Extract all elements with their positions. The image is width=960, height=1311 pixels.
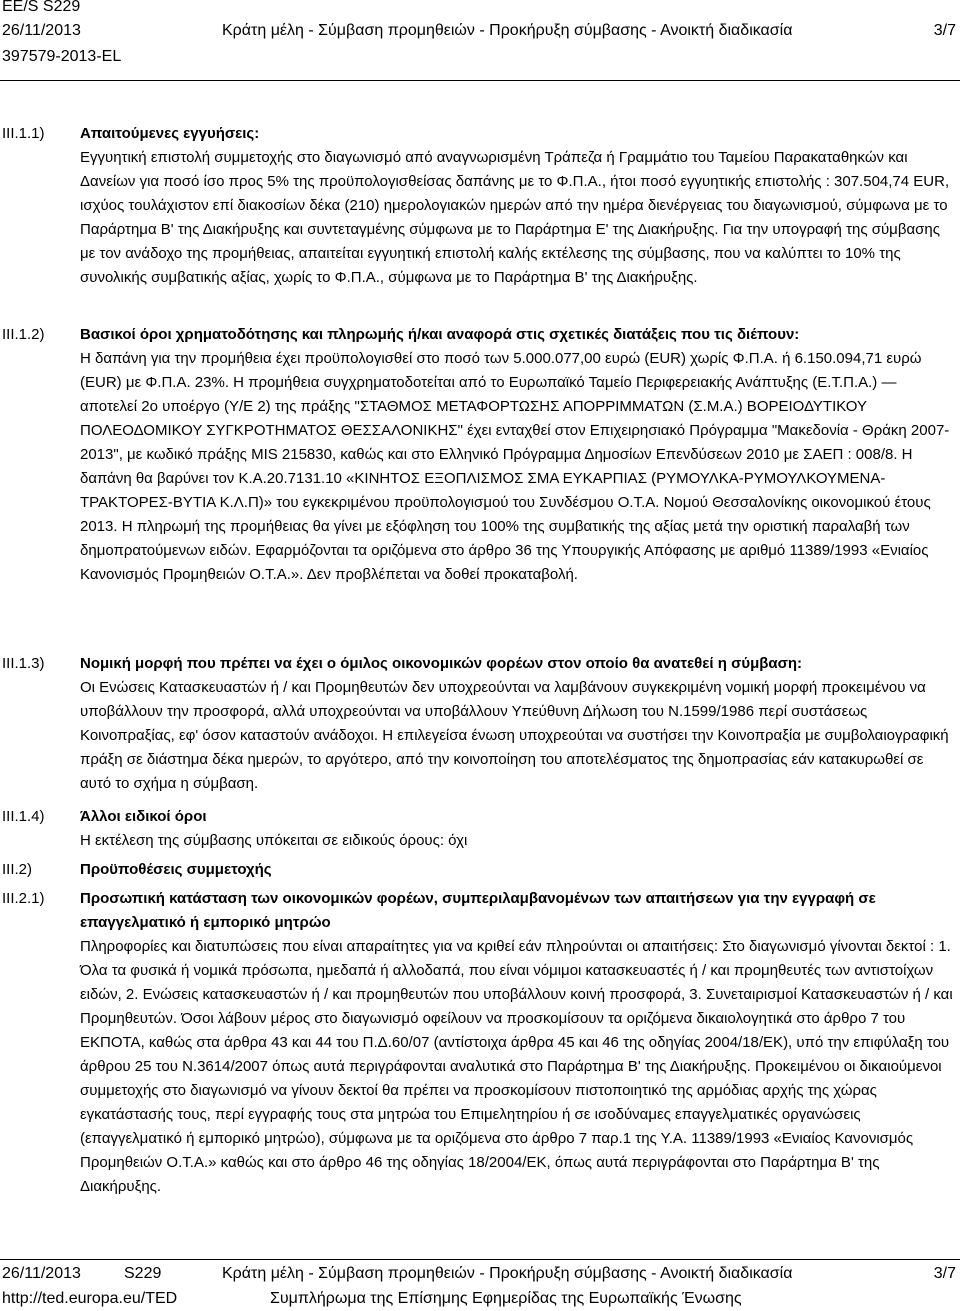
section-personal-situation xyxy=(80,887,956,1199)
section-special-conditions xyxy=(80,805,956,853)
section-heading: Προϋποθέσεις συμμετοχής xyxy=(80,861,272,878)
header-page: 3/7 xyxy=(933,22,956,39)
footer-url[interactable]: http://ted.europa.eu/TED xyxy=(2,1290,178,1307)
section-body: Πληροφορίες και διατυπώσεις που είναι απαραίτητες για να κριθεί εάν πληρούνται οι απαιτήσεις: Στο διαγωνισμό γίνονται δεκτοί : 1. Όλα τα φυσικά ή νομικά πρόσωπα, ημεδαπά ή αλλοδαπά, που είναι νόμιμοι κατασκευαστές ή / και προμηθευτές των αντιστοίχων ειδών, 2. Ενώσεις κατασκευαστών ή / και προμηθευτών που υποβάλλουν κοινή προσφορά, 3. Συνεταιρισμοί Κατασκευαστών ή / και Προμηθευτών. Όσοι λάβουν μέρος στο διαγωνισμό οφείλουν να προσκομίσουν τα οριζόμενα δικαιολογητικά στο άρθρο 7 του ΕΚΠΟΤΑ, καθώς στα άρθρα 43 και 44 του Π.Δ.60/07 (αντίστοιχα άρθρα 45 και 46 της οδηγίας 2004/18/ΕΚ), υπό την επιφύλαξη του άρθρου 25 του Ν.3614/2007 όπως αυτά περιγράφονται αναλυτικά στο Παράρτημα Β' της Διακήρυξης. Προκειμένου οι δικαιούμενοι συμμετοχής στο διαγωνισμό να γίνουν δεκτοί θα πρέπει να προσκομίσουν πιστοποιητικό της αρμόδιας αρχής της χώρας εγκατάστασής τους, περί εγγραφής τους στα μητρώα του Επιμελητηρίου ή σε ισοδύναμες επαγγελματικές οργανώσεις (επαγγελματικό ή εμπορικό μητρώο), σύμφωνα με τα οριζόμενα στο άρθρο 7 παρ.1 της Υ.Α. 11389/1993 «Ενιαίος Κανονισμός Προμηθειών Ο.Τ.Α.» καθώς και στο άρθρο 46 της οδηγίας 18/2004/ΕΚ, όπως αυτά περιγράφονται στο Παράρτημα Β' της Διακήρυξης. xyxy=(80,938,953,1195)
section-body: Η δαπάνη για την προμήθεια έχει προϋπολογισθεί στο ποσό των 5.000.077,00 ευρώ (EUR) χωρίς Φ.Π.Α. ή 6.150.094,71 ευρώ (EUR) με Φ.Π.Α. 23%. Η προμήθεια συγχρηματοδοτείται από το Ευρωπαϊκό Ταμείο Περιφερειακής Ανάπτυξης (Ε.Τ.Π.Α.) — αποτελεί 2ο υποέργο (Υ/Ε 2) της πράξης "ΣΤΑΘΜΟΣ ΜΕΤΑΦΟΡΤΩΣΗΣ ΑΠΟΡΡΙΜΜΑΤΩΝ (Σ.Μ.Α.) ΒΟΡΕΙΟΔΥΤΙΚΟΥ ΠΟΛΕΟΔΟΜΙΚΟΥ ΣΥΓΚΡΟΤΗΜΑΤΟΣ ΘΕΣΣΑΛΟΝΙΚΗΣ" έχει ενταχθεί στον Επιχειρησιακό Πρόγραμμα "Μακεδονία - Θράκη 2007-2013", με κωδικό πράξης MIS 215830, καθώς και στο Ελληνικό Πρόγραμμα Δημοσίων Επενδύσεων 2010 με ΣΑΕΠ : 008/8. Η δαπάνη θα βαρύνει τον Κ.Α.20.7131.10 «ΚΙΝΗΤΟΣ ΕΞΟΠΛΙΣΜΟΣ ΣΜΑ ΕΥΚΑΡΠΙΑΣ (ΡΥΜΟΥΛΚΑ-ΡΥΜΟΥΛΚΟΥΜΕΝΑ-ΤΡΑΚΤΟΡΕΣ-ΒΥΤΙΑ Κ.Λ.Π)» του εγκεκριμένου προϋπολογισμού του Συνδέσμου Ο.Τ.Α. Νομού Θεσσαλονίκης οικονομικού έτους 2013. Η πληρωμή της προμήθειας θα γίνει με εξόφληση του 100% της συμβατικής της αξίας μετά την οριστική παραλαβή των δημοπρατούμενων ειδών. Εφαρμόζονται τα οριζόμενα στο άρθρο 36 της Υπουργικής Απόφασης με αριθμό 11389/1993 «Ενιαίος Κανονισμός Προμηθειών Ο.Τ.Α.». Δεν προβλέπεται να δοθεί προκαταβολή. xyxy=(80,350,950,583)
section-heading: Προσωπική κατάσταση των οικονομικών φορέων, συμπεριλαμβανομένων των απαιτήσεων για την εγγραφή σε επαγγελματικό ή εμπορικό μητρώο xyxy=(80,890,876,931)
section-number: III.1.4) xyxy=(2,808,45,825)
section-body: Η εκτέλεση της σύμβασης υπόκειται σε ειδικούς όρους: όχι xyxy=(80,832,468,849)
footer-subtitle: Συμπλήρωμα της Επίσημης Εφημερίδας της Ευρωπαϊκής Ένωσης xyxy=(270,1290,742,1307)
section-heading: Βασικοί όροι χρηματοδότησης και πληρωμής ή/και αναφορά στις σχετικές διατάξεις που τις διέπουν: xyxy=(80,326,800,343)
section-body: Εγγυητική επιστολή συμμετοχής στο διαγωνισμό από αναγνωρισμένη Τράπεζα ή Γραμμάτιο του Ταμείου Παρακαταθηκών και Δανείων για ποσό ίσο προς 5% της προϋπολογισθείσας δαπάνης με το Φ.Π.Α., ήτοι ποσό εγγυητικής επιστολής : 307.504,74 EUR, ισχύος τουλάχιστον επί διακοσίων δέκα (210) ημερολογιακών ημερών από την ημέρα διενέργειας του διαγωνισμού, σύμφωνα με το Παράρτημα Β' της Διακήρυξης και συντεταγμένης σύμφωνα με το Παράρτημα Ε' της Διακήρυξης. Για την υπογραφή της σύμβασης με τον ανάδοχο της προμήθειας, απαιτείται εγγυητική επιστολή καλής εκτέλεσης της σύμβασης, που να καλύπτει το 10% της συνολικής συμβατικής αξίας, χωρίς το Φ.Π.Α., σύμφωνα με το Παράρτημα Β' της Διακήρυξης. xyxy=(80,149,950,286)
header-date: 26/11/2013 xyxy=(2,22,81,39)
footer-title: Κράτη μέλη - Σύμβαση προμηθειών - Προκήρυξη σύμβασης - Ανοικτή διαδικασία xyxy=(222,1265,793,1282)
section-number: III.2.1) xyxy=(2,890,45,907)
section-participation-conditions xyxy=(80,858,956,882)
section-guarantees xyxy=(80,122,956,290)
section-number: III.1.2) xyxy=(2,326,45,343)
footer-date: 26/11/2013 xyxy=(2,1265,81,1282)
footer-page: 3/7 xyxy=(933,1265,956,1282)
section-legal-form xyxy=(80,652,956,796)
section-heading: Απαιτούμενες εγγυήσεις: xyxy=(80,125,260,142)
section-number: III.1.3) xyxy=(2,655,45,672)
header-ref: 397579-2013-EL xyxy=(2,48,122,65)
footer-rule xyxy=(0,1259,960,1260)
footer-issue: S229 xyxy=(124,1265,162,1282)
section-body: Οι Ενώσεις Κατασκευαστών ή / και Προμηθευτών δεν υποχρεούνται να λαμβάνουν συγκεκριμένη νομική μορφή προκειμένου να υποβάλλουν την προσφορά, αλλά υποχρεούνται να υποβάλλουν Υπεύθυνη Δήλωση του Ν.1599/1986 περί συστάσεως Κοινοπραξίας, εφ' όσον καταστούν ανάδοχοι. Η επιλεγείσα ένωση υποχρεούται να συστήσει την Κοινοπραξία με συμβολαιογραφική πράξη σε διάστημα δέκα ημερών, το αργότερο, από την κοινοποίηση του αποτελέσματος της δημοπρασίας εάν κατακυρωθεί σε αυτό το σχήμα η σύμβαση. xyxy=(80,679,949,792)
section-financing xyxy=(80,323,956,587)
header-rule xyxy=(0,80,960,81)
section-heading: Νομική μορφή που πρέπει να έχει ο όμιλος οικονομικών φορέων στον οποίο θα ανατεθεί η σύμβαση: xyxy=(80,655,803,672)
section-heading: Άλλοι ειδικοί όροι xyxy=(80,808,207,825)
section-number: III.2) xyxy=(2,861,33,878)
doc-id: EE/S S229 xyxy=(2,0,81,15)
section-number: III.1.1) xyxy=(2,125,45,142)
header-title: Κράτη μέλη - Σύμβαση προμηθειών - Προκήρυξη σύμβασης - Ανοικτή διαδικασία xyxy=(222,22,793,39)
